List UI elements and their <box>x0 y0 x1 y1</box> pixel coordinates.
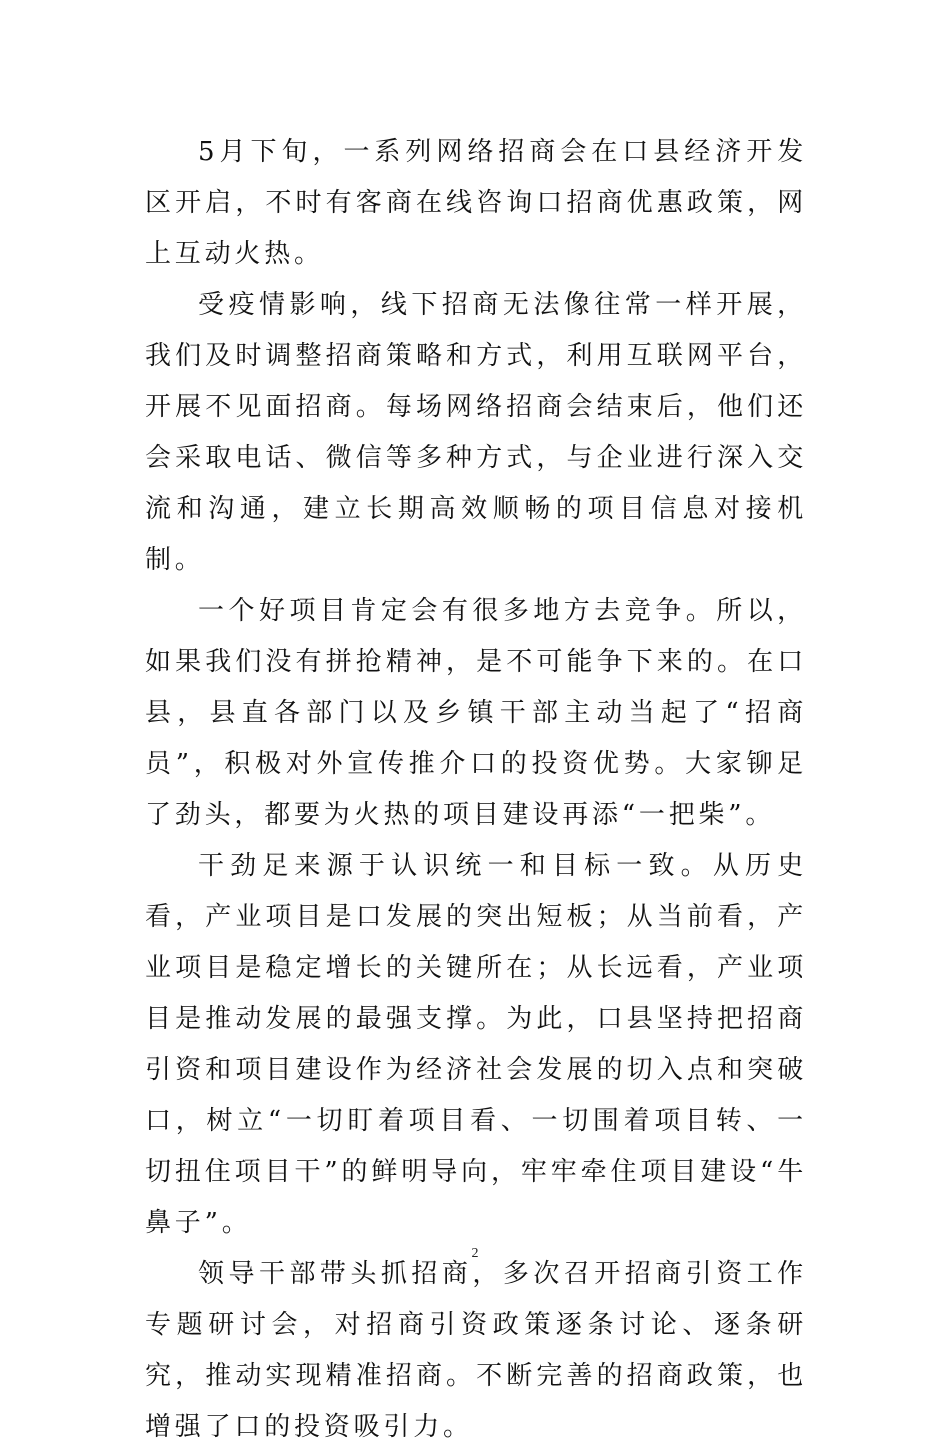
paragraph-5: 领导干部带头抓招商，多次召开招商引资工作专题研讨会，对招商引资政策逐条讨论、逐条研究，推动实现精准招商。不断完善的招商政策，也增强了口的投资吸引力。 <box>145 1259 807 1442</box>
paragraph-1: 5月下旬，一系列网络招商会在口县经济开发区开启，不时有客商在线咨询口招商优惠政策，网上互动火热。 <box>145 137 807 269</box>
paragraph-2: 受疫情影响，线下招商无法像往常一样开展，我们及时调整招商策略和方式，利用互联网平台，开展不见面招商。每场网络招商会结束后，他们还会采取电话、微信等多种方式，与企业进行深入交流和沟通，建立长期高效顺畅的项目信息对接机制。 <box>145 290 807 575</box>
paragraph-3: 一个好项目肯定会有很多地方去竞争。所以，如果我们没有拼抢精神，是不可能争下来的。在口县，县直各部门以及乡镇干部主动当起了“招商员”，积极对外宣传推介口的投资优势。大家铆足了劲头，都要为火热的项目建设再添“一把柴”。 <box>145 596 807 830</box>
paragraph-4: 干劲足来源于认识统一和目标一致。从历史看，产业项目是口发展的突出短板；从当前看，产业项目是稳定增长的关键所在；从长远看，产业项目是推动发展的最强支撑。为此，口县坚持把招商引资和项目建设作为经济社会发展的切入点和突破口，树立“一切盯着项目看、一切围着项目转、一切扭住项目干”的鲜明导向，牢牢牵住项目建设“牛鼻子”。 <box>145 851 807 1238</box>
page-number: 2 <box>471 1246 479 1261</box>
